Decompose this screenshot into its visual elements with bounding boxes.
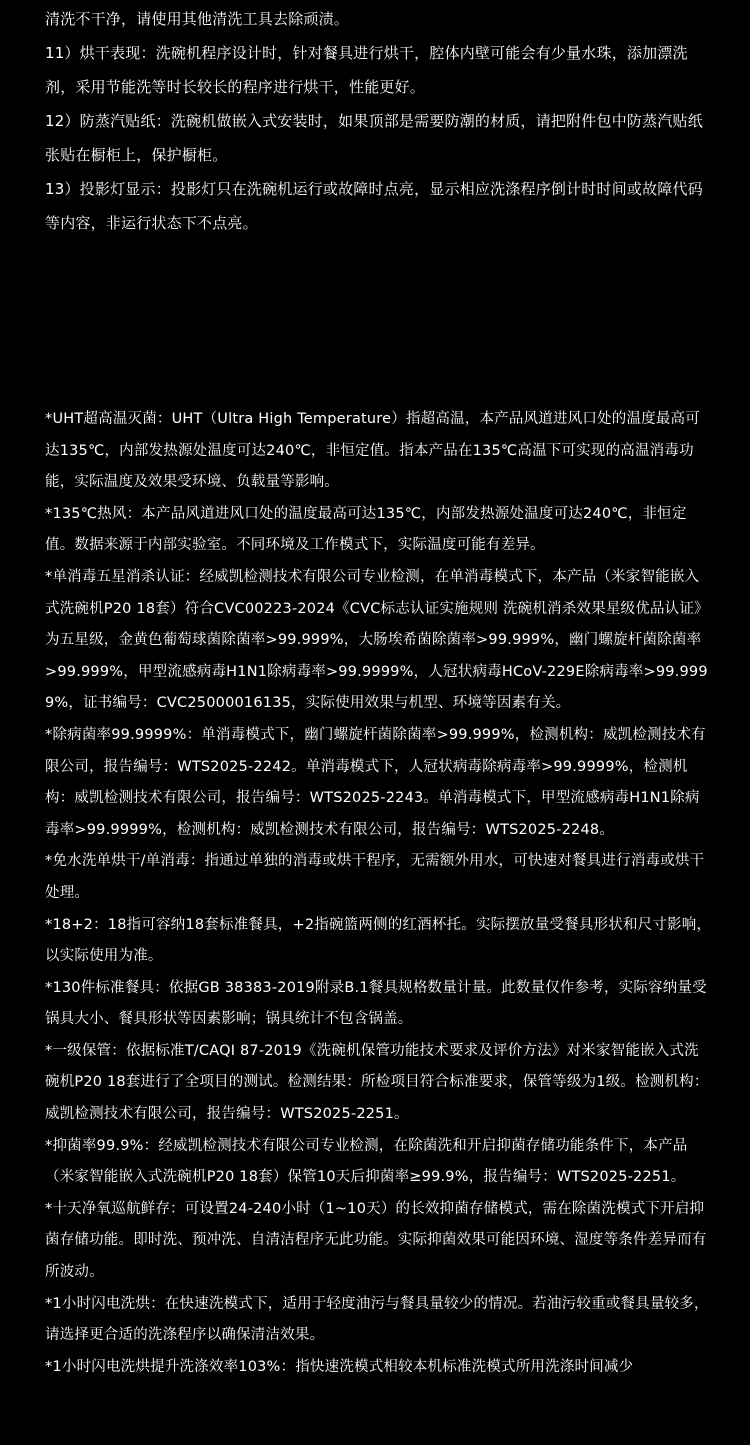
footnote-paragraph: *130件标准餐具：依据GB 38383-2019附录B.1餐具规格数量计量。此数量仅作参考，实际容纳量受锅具大小、餐具形状等因素影响；锅具统计不包含锅盖。 bbox=[45, 979, 707, 1028]
footnote-paragraph: *1小时闪电洗烘提升洗涤效率103%：指快速洗模式相较本机标准洗模式所用洗涤时间减少 bbox=[45, 1358, 634, 1375]
instruction-paragraph: 清洗不干净，请使用其他清洗工具去除顽渍。 bbox=[45, 10, 350, 28]
footnote-paragraph: *除病菌率99.9999%：单消毒模式下，幽门螺旋杆菌除菌率>99.999%，检测机构：威凯检测技术有限公司，报告编号：WTS2025-2242。单消毒模式下，人冠状病毒除病毒率>99.9999%，检测机构：威凯检测技术有限公司，报告编号：WTS2025-2243。单消毒模式下，甲型流感病毒H1N1除病毒率>99.9999%，检测机构：威凯检测技术有限公司，报告编号：WTS2025-2248。 bbox=[45, 726, 706, 838]
footnote-paragraph: *一级保管：依据标准T/CAQI 87-2019《洗碗机保管功能技术要求及评价方法》对米家智能嵌入式洗碗机P20 18套进行了全项目的测试。检测结果：所检项目符合标准要求，保管等级为1级。检测机构：威凯检测技术有限公司，报告编号：WTS2025-2251。 bbox=[45, 1042, 709, 1123]
footnote-paragraph: *免水洗单烘干/单消毒：指通过单独的消毒或烘干程序，无需额外用水，可快速对餐具进行消毒或烘干处理。 bbox=[45, 853, 705, 901]
footnote-paragraph: *单消毒五星消杀认证：经威凯检测技术有限公司专业检测，在单消毒模式下，本产品（米家智能嵌入式洗碗机P20 18套）符合CVC00223-2024《CVC标志认证实施规则 洗碗机消杀效果星级优品认证》为五星级，金黄色葡萄球菌除菌率>99.999%，大肠埃希菌除菌率>99.999%，幽门螺旋杆菌除菌率>99.999%，甲型流感病毒H1N1除病毒率>99.9999%，人冠状病毒HCoV-229E除病毒率>99.9999%，证书编号：CVC25000016135，实际使用效果与机型、环境等因素有关。 bbox=[45, 568, 709, 712]
instruction-paragraph: 12）防蒸汽贴纸：洗碗机做嵌入式安装时，如果顶部是需要防潮的材质，请把附件包中防蒸汽贴纸张贴在橱柜上，保护橱柜。 bbox=[45, 112, 703, 164]
instruction-paragraph: 11）烘干表现：洗碗机程序设计时，针对餐具进行烘干，腔体内壁可能会有少量水珠，添加漂洗剂，采用节能洗等时长较长的程序进行烘干，性能更好。 bbox=[45, 44, 688, 96]
footnote-paragraph: *抑菌率99.9%：经威凯检测技术有限公司专业检测，在除菌洗和开启抑菌存储功能条件下，本产品（米家智能嵌入式洗碗机P20 18套）保管10天后抑菌率≥99.9%，报告编号：WTS2025-2251。 bbox=[45, 1137, 688, 1186]
footnote-paragraph: *18+2：18指可容纳18套标准餐具，+2指碗篮两侧的红酒杯托。实际摆放量受餐具形状和尺寸影响，以实际使用为准。 bbox=[45, 916, 712, 965]
footnote-paragraph: *UHT超高温灭菌：UHT（Ultra High Temperature）指超高温，本产品风道进风口处的温度最高可达135℃，内部发热源处温度可达240℃，非恒定值。指本产品在135℃高温下可实现的高温消毒功能，实际温度及效果受环境、负载量等影响。 bbox=[45, 411, 700, 491]
instructions-section bbox=[45, 2, 713, 240]
footnote-paragraph: *十天净氧巡航鲜存：可设置24-240小时（1~10天）的长效抑菌存储模式，需在除菌洗模式下开启抑菌存储功能。即时洗、预冲洗、自清洁程序无此功能。实际抑菌效果可能因环境、湿度等条件差异而有所波动。 bbox=[45, 1200, 707, 1281]
footnote-paragraph: *135℃热风：本产品风道进风口处的温度最高可达135℃，内部发热源处温度可达240℃，非恒定值。数据来源于内部实验室。不同环境及工作模式下，实际温度可能有差异。 bbox=[45, 505, 687, 554]
instruction-paragraph: 13）投影灯显示：投影灯只在洗碗机运行或故障时点亮，显示相应洗涤程序倒计时时间或故障代码等内容，非运行状态下不点亮。 bbox=[45, 180, 703, 232]
footnotes-section bbox=[45, 404, 713, 1383]
footnote-paragraph: *1小时闪电洗烘：在快速洗模式下，适用于轻度油污与餐具量较少的情况。若油污较重或餐具量较多，请选择更合适的洗涤程序以确保清洁效果。 bbox=[45, 1295, 709, 1344]
